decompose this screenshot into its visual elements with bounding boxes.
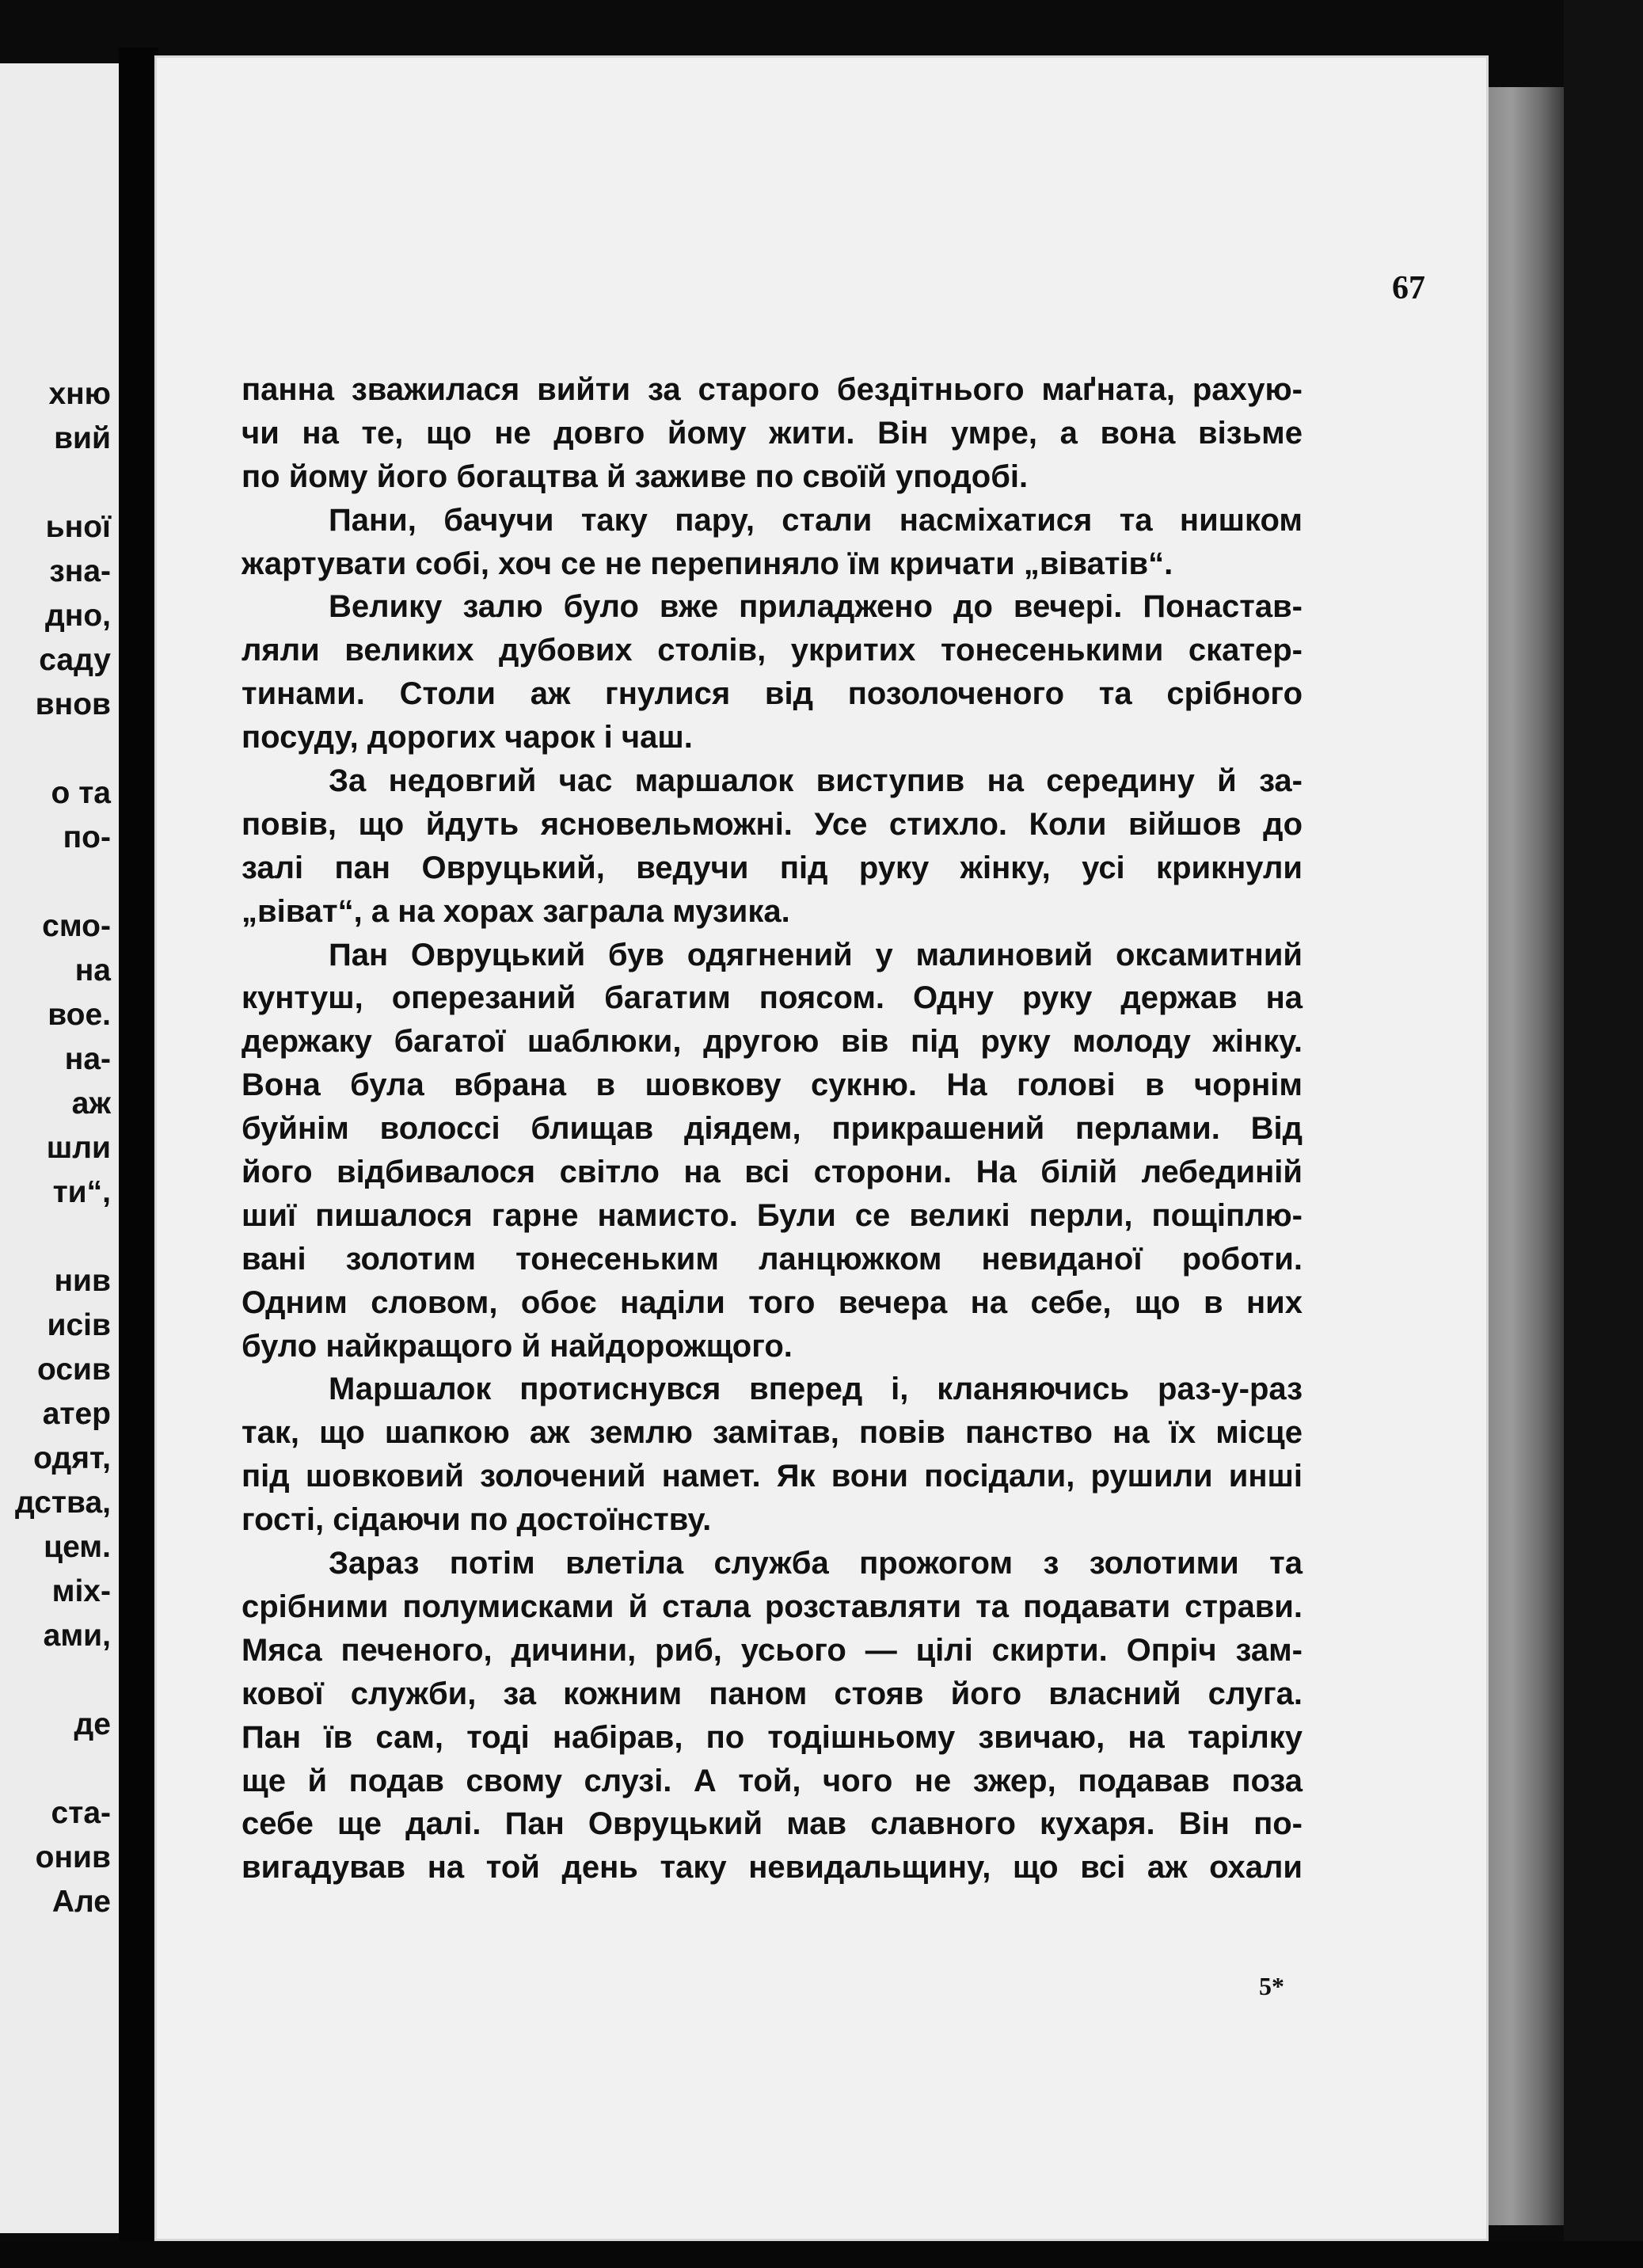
left-page-fragment xyxy=(0,461,111,505)
left-page-fragment: о та xyxy=(51,776,111,810)
text-line: під шовковий золочений намет. Як вони посідали, рушили инші xyxy=(242,1459,1303,1494)
left-page-fragment: хню xyxy=(48,377,111,411)
text-line: його відбивалося світло на всі сторони. На білій лебединій xyxy=(242,1155,1303,1190)
left-page-fragment xyxy=(0,727,111,771)
text-line: по йому його богацтва й заживе по своїй уподобі. xyxy=(242,459,1029,494)
page-body-text xyxy=(242,368,1303,1889)
scan-border xyxy=(1564,0,1643,2268)
text-line: залі пан Овруцький, ведучи під руку жінку, усі крикнули xyxy=(242,850,1303,885)
left-page-fragment: на- xyxy=(64,1042,111,1076)
left-page-fragment: вое. xyxy=(48,998,111,1032)
left-page-fragment: смо- xyxy=(42,909,111,943)
left-page-fragment: міх- xyxy=(51,1574,111,1608)
left-page-fragment: на xyxy=(74,953,111,987)
text-line: ляли великих дубових столів, укритих тонесенькими скатер- xyxy=(242,633,1303,668)
text-line: так, що шапкою аж землю замітав, повів панство на їх місце xyxy=(242,1415,1303,1451)
left-page-fragment: аж xyxy=(71,1086,111,1121)
book-gutter xyxy=(119,48,158,2249)
signature-mark: 5* xyxy=(1259,1972,1284,2000)
text-line: За недовгий час маршалок виступив на середину й за- xyxy=(329,763,1303,799)
text-line: було найкращого й найдорожщого. xyxy=(242,1328,793,1364)
left-page-fragment xyxy=(0,1747,111,1791)
text-line: держаку багатої шаблюки, другою вів під руку молоду жінку. xyxy=(242,1024,1303,1060)
left-page-fragment: одят, xyxy=(33,1441,111,1475)
text-line: себе ще далі. Пан Овруцький мав славного кухаря. Він по- xyxy=(242,1806,1303,1842)
text-line: гості, сідаючи по достоїнству. xyxy=(242,1502,712,1538)
left-page-fragment: зна- xyxy=(49,554,111,588)
book-page xyxy=(154,55,1489,2241)
text-line: Пан Овруцький був одягнений у малиновий оксамитний xyxy=(329,937,1303,972)
left-page-fragment: внов xyxy=(35,687,111,721)
scan-bottom-border xyxy=(0,2241,1643,2268)
left-page-fragment: саду xyxy=(39,643,111,677)
left-page-fragment: ти“, xyxy=(52,1175,111,1209)
text-line: буйнім волоссі блищав діядем, прикрашений перлами. Від xyxy=(242,1111,1303,1147)
text-line: кунтуш, оперезаний багатим поясом. Одну руку держав на xyxy=(242,980,1303,1016)
left-page-fragment: осив xyxy=(37,1353,111,1387)
left-page-fragment: ста- xyxy=(51,1796,111,1830)
left-page-fragment: ьної xyxy=(45,510,111,544)
left-page-fragment xyxy=(0,860,111,904)
text-line: вані золотим тонесеньким ланцюжком невиданої роботи. xyxy=(242,1241,1303,1277)
page-edge xyxy=(1489,87,1564,2225)
left-page-fragment: ами, xyxy=(43,1619,111,1653)
left-page-fragment: Але xyxy=(51,1885,111,1919)
text-line: Пани, бачучи таку пару, стали насміхатися та нишком xyxy=(329,502,1303,538)
text-line: Зараз потім влетіла служба прожогом з золотими та xyxy=(329,1546,1303,1581)
left-page-fragment: дства, xyxy=(14,1486,111,1520)
left-page-fragment: шли xyxy=(46,1131,111,1165)
left-page-fragment: исів xyxy=(47,1308,111,1342)
text-line: Одним словом, обоє наділи того вечера на себе, що в них xyxy=(242,1284,1303,1320)
text-line: повів, що йдуть ясновельможні. Усе стихло. Коли війшов до xyxy=(242,806,1303,842)
text-line: жартувати собі, хоч се не перепиняло їм кричати „віватів“. xyxy=(242,546,1173,581)
text-line: шиї пишалося гарне намисто. Були се великі перли, пощіплю- xyxy=(242,1197,1303,1233)
left-page-fragment xyxy=(0,1658,111,1703)
text-line: Маршалок протиснувся вперед і, кланяючись раз-у-раз xyxy=(329,1372,1303,1407)
text-line: ще й подав свому слузі. А той, чого не зжер, подавав поза xyxy=(242,1763,1303,1798)
left-page-fragment: онив xyxy=(35,1840,111,1874)
left-page xyxy=(0,63,119,2233)
left-page-fragment: дно, xyxy=(45,599,111,633)
left-page-fragment: де xyxy=(74,1707,111,1741)
text-line: кової служби, за кожним паном стояв його власний слуга. xyxy=(242,1676,1303,1711)
text-line: Вона була вбрана в шовкову сукню. На голові в чорнім xyxy=(242,1067,1303,1103)
text-line: вигадував на той день таку невидальщину, що всі аж охали xyxy=(242,1850,1303,1886)
text-line: чи на те, що не довго йому жити. Він умре, а вона візьме xyxy=(242,415,1303,451)
text-line: „віват“, а на хорах заграла музика. xyxy=(242,893,790,929)
left-page-text-fragments xyxy=(0,372,111,1924)
page-number: 67 xyxy=(1392,270,1425,306)
text-line: срібними полумисками й стала розставляти та подавати страви. xyxy=(242,1589,1303,1624)
left-page-fragment: цем. xyxy=(44,1530,111,1564)
left-page-fragment: нив xyxy=(54,1264,111,1298)
text-line: Велику залю було вже приладжено до вечері. Понастав- xyxy=(329,589,1303,625)
left-page-fragment: атер xyxy=(42,1397,111,1431)
left-page-fragment xyxy=(0,1215,111,1259)
text-line: Мяса печеного, дичини, риб, усього — цілі скирти. Опріч зам- xyxy=(242,1632,1303,1668)
text-line: Пан їв сам, тоді набірав, по тодішньому звичаю, на тарілку xyxy=(242,1719,1303,1755)
text-line: посуду, дорогих чарок і чаш. xyxy=(242,720,693,755)
text-line: панна зважилася вийти за старого бездітнього маґната, рахую- xyxy=(242,372,1303,407)
left-page-fragment: вий xyxy=(54,421,111,455)
text-line: тинами. Столи аж гнулися від позолоченого та срібного xyxy=(242,676,1303,712)
left-page-fragment: по- xyxy=(63,820,111,854)
